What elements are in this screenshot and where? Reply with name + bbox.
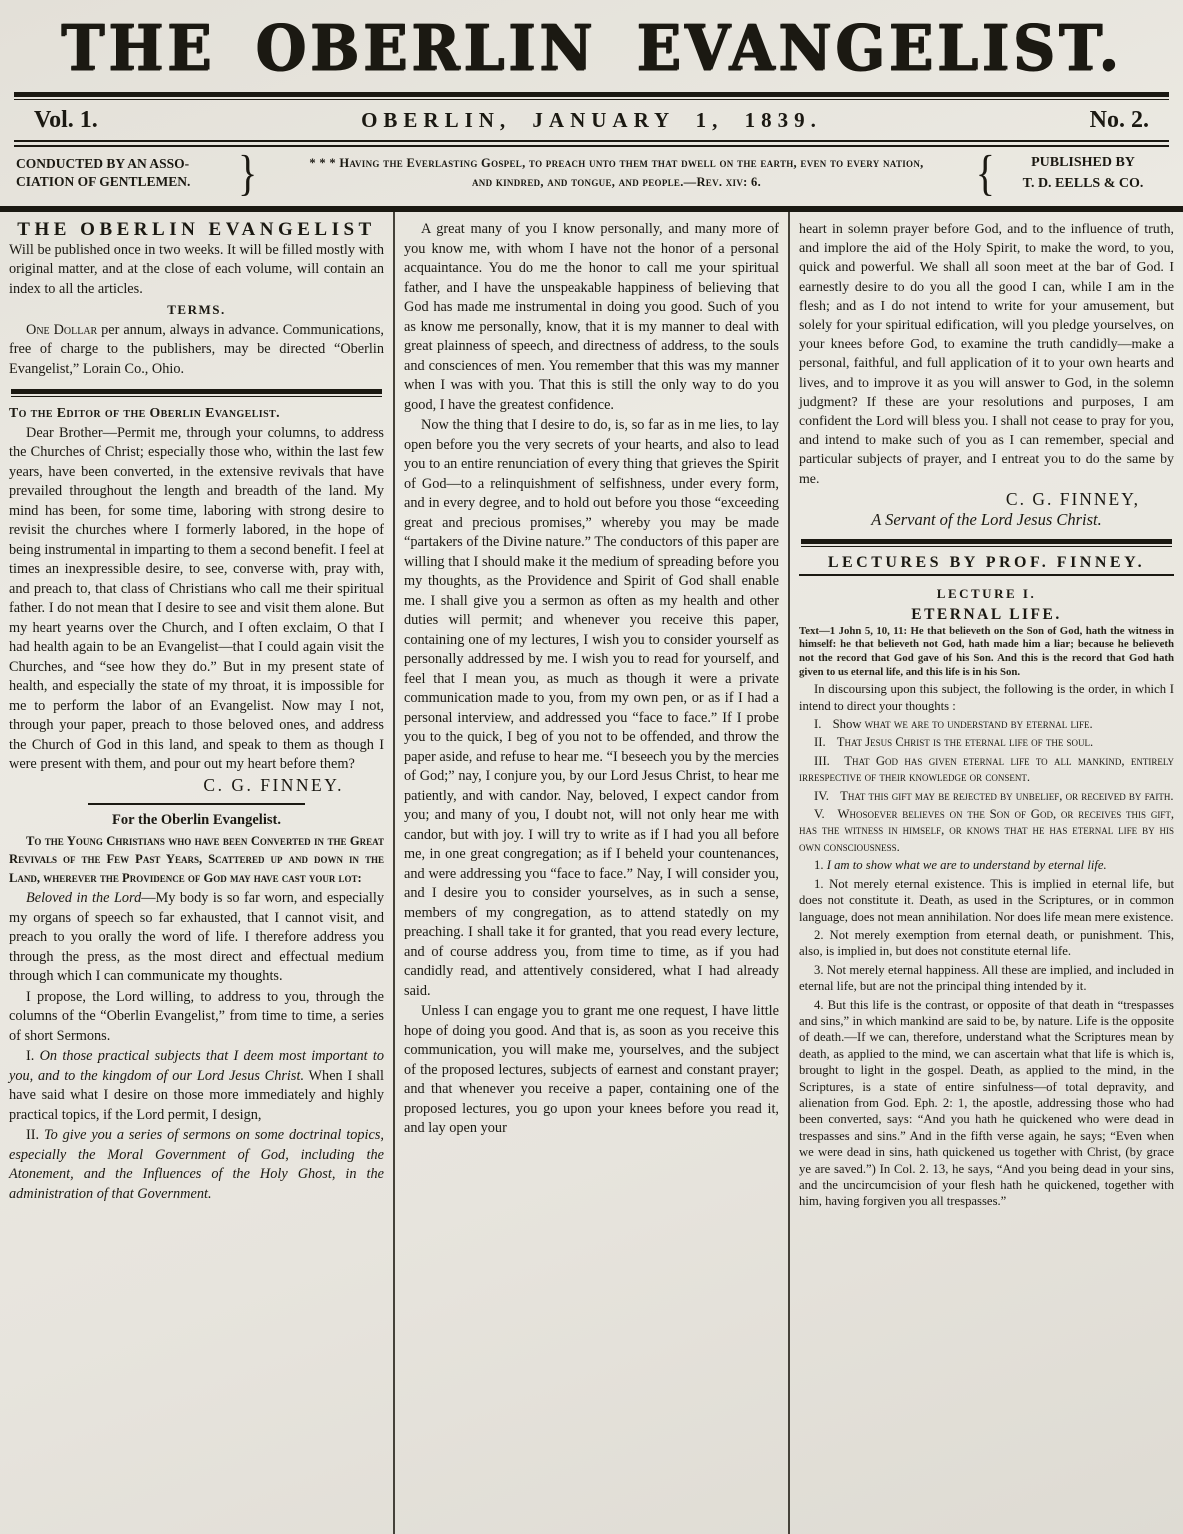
outline-2-numeral: II. bbox=[814, 735, 826, 750]
outline-2-text: That Jesus Christ is the eternal life of the soul. bbox=[836, 735, 1094, 750]
lecture-intro: In discoursing upon this subject, the following is the order, in which I intend to direct your thoughts : bbox=[799, 682, 1174, 713]
sermon-topic-1 bbox=[9, 1047, 384, 1125]
signature-role: A Servant of the Lord Jesus Christ. bbox=[871, 510, 1102, 530]
lecture-point-4: 4. But this life is the contrast, or opposite of that death in “trespasses and sins,” in which mankind are said to be, by nature. Life is the opposite of death.—If we can, therefore, understand what the Scriptures mean by death, as applied to the mind, we can ascertain what that life is which is, brought to light in the gospel. Death, as applied to the mind, in the Scriptures, is a state of entire sinfulness—of total depravity, and alienation from God. Eph. 2: 1, the apostle, addressing those who had been converted, says: “And you hath he quickened who were dead in trespasses and sins.” And in the fifth verse again, he says; “Even when we were dead in sins, hath quickened us together with Christ, (by grace ye are saved.”) In Col. 2. 13, he says, “And you being dead in your sins, and the uncircumcision of your flesh hath he quickened, together with him, having forgiven you all trespasses.” bbox=[799, 997, 1174, 1209]
lecture-point-2: 2. Not merely exemption from eternal death, or punishment. This, also, is implied in, but does not constitute eternal life. bbox=[799, 927, 1174, 959]
lecture-proposition bbox=[799, 857, 1174, 873]
section-divider bbox=[801, 539, 1172, 544]
lecture-number: LECTURE I. bbox=[936, 586, 1037, 602]
outline-item-1 bbox=[799, 716, 1174, 732]
column-2 bbox=[393, 212, 788, 1534]
prospectus-heading: THE OBERLIN EVANGELIST bbox=[17, 219, 376, 240]
dateline-rule bbox=[14, 140, 1169, 147]
outline-4-text: That this gift may be rejected by unbelief, or received by faith. bbox=[840, 788, 1174, 803]
lectures-section-header: LECTURES BY PROF. FINNEY. bbox=[827, 554, 1146, 572]
place-date-line: OBERLIN, JANUARY 1, 1839. bbox=[361, 108, 822, 132]
motto-line1: * * * Having the Everlasting Gospel, to preach unto them that dwell on the earth, even to every nation, bbox=[309, 156, 924, 171]
outline-4-numeral: IV. bbox=[814, 788, 829, 803]
dateline bbox=[0, 97, 1183, 140]
sermon-address: To the Young Christians who have been Converted in the Great Revivals of the Few Past Years, Scattered up and down in the Land, wherever the Providence of God may have cast your lot: bbox=[9, 833, 384, 886]
thin-rule bbox=[88, 803, 306, 805]
outline-3-numeral: III. bbox=[814, 753, 830, 768]
prospectus-body: Will be published once in two weeks. It will be filled mostly with original matter, and at the close of each volume, will contain an index to all the articles. bbox=[9, 241, 384, 297]
article-columns bbox=[0, 206, 1183, 1534]
publisher bbox=[999, 152, 1167, 194]
header-rule bbox=[799, 574, 1174, 576]
terms-lead: One Dollar bbox=[26, 321, 98, 338]
right-brace-glyph: { bbox=[975, 144, 995, 201]
column-3 bbox=[788, 212, 1183, 1534]
letter-paragraph: Unless I can engage you to grant me one request, I have little hope of doing you good. And that is, as soon as you receive this communication, you will make me, yourselves, and the subject of the proposed lectures, subjects of earnest and constant prayer; and that whenever you receive a paper, containing one of the proposed lectures, you go upon your knees before you read it, and lay open your bbox=[404, 1003, 779, 1136]
source-line: For the Oberlin Evangelist. bbox=[112, 812, 281, 828]
outline-item-5 bbox=[799, 806, 1174, 855]
outline-item-4 bbox=[799, 788, 1174, 804]
proposition-text: I am to show what we are to understand by eternal life. bbox=[826, 858, 1107, 873]
beloved-lead: Beloved in the Lord bbox=[26, 890, 142, 907]
sermon-topic-2 bbox=[9, 1126, 384, 1204]
letter-continuation: heart in solemn prayer before God, and to the influence of truth, and implore the aid of the Holy Spirit, to make the word, to you, quick and powerful. We shall all soon meet at the bar of God. I earnestly desire to do you all the good I can, while I am in the flesh; and as I do not intend to write for your amusement, but solely for your spiritual edification, will you pledge yourselves, on your knees before God, to examine the truth candidly—make a personal, faithful, and full application of it to your own hearts and lives, and to improve it as you will answer to God, in the solemn judgment? If these are your resolutions and purposes, I am confident the Lord will bless you. I shall not cease to pray for you, and intend to make such of you as I can remember, special and particular subjects of prayer, and I entreat you to do the same by me. bbox=[799, 222, 1174, 487]
lecture-title: ETERNAL LIFE. bbox=[911, 605, 1062, 623]
beloved-rest: —My body is so far worn, and especially my organs of speech so far exhausted, that I cannot visit, and preach to you orally the word of life. I therefore address you through the press, as the most direct and effectual medium through which I can communicate my thoughts. bbox=[9, 890, 384, 985]
letter-salutation: To the Editor of the Oberlin Evangelist. bbox=[9, 405, 280, 420]
imprint-row bbox=[0, 144, 1183, 201]
topic-1-numeral: I. bbox=[26, 1048, 35, 1065]
topic-1-rest: When I shall have said what I desire on those more immediately and highly practical topics, if the Lord permit, I design, bbox=[9, 1067, 384, 1123]
finney-signature: C. G. FINNEY, bbox=[1005, 488, 1140, 509]
topic-2-numeral: II. bbox=[26, 1127, 40, 1144]
masthead bbox=[0, 0, 1183, 85]
outline-item-3 bbox=[799, 753, 1174, 786]
topic-1-italic: On those practical subjects that I deem most important to you, and to the kingdom of our Lord Jesus Christ. bbox=[9, 1048, 384, 1084]
scripture-text: Text—1 John 5, 10, 11: He that believeth on the Son of God, hath the witness in himself: he that believeth not God, hath made him a liar; because he believeth not the record that God gave of his Son. And this is the record that God hath given to us eternal life, and this life is in his Son. bbox=[799, 624, 1174, 678]
motto-line2: and kindred, and tongue, and people.—Rev. xiv: 6. bbox=[472, 175, 761, 189]
conducted-by-line1: CONDUCTED BY AN ASSO- bbox=[16, 155, 190, 171]
terms-heading: TERMS. bbox=[167, 302, 226, 317]
letter-paragraph: Now the thing that I desire to do, is, so far as in me lies, to lay open before you the very secrets of your hearts, and also to lead you to an entire renunciation of every thing that grieves the Spirit of God—to a relinquishment of selfishness, under every form, and in every degree, and to hold out before you those “exceeding great and precious promises,” whereby you may be made “partakers of the Divine nature.” The conductors of this paper are willing that I should make it the medium of spreading before you my thoughts, as the Providence and Spirit of God shall enable me. I shall give you a sermon as often as my health and other duties will permit; and whenever you receive this paper, containing one of my lectures, I wish you to consider yourself as personally addressed by me. I wish you to read for yourself, and feel that I mean you, as much as though it were a private communication made to you, from my own pen, or as if I had a personal interview, and addressed you “face to face.” If I probe you to the quick, I beg of you not to be offended, and throw the paper aside, and refuse to hear me. “I beseech you by the mercies of God;” nay, I conjure you, by our Lord Jesus Christ, to hear me patiently, and with candor. Nay, beloved, I expect candor from you; and many of you, I doubt not, will not only hear me with candor, but with joy. I will try to write as if I had you all before me, in one great congregation; as if I beheld your countenances, and were addressing you “face to face.” Nay, I will consider you, and I desire you to consider yourselves, as in such a sense, members of my congregation, as to attend statedly on my preaching. I shall take it for granted, that you read every lecture, and of course address you, from time to time, as if you had candidly read, and attentively considered, what I had already said. bbox=[404, 417, 779, 999]
terms-body bbox=[9, 321, 384, 380]
outline-item-2 bbox=[799, 734, 1174, 750]
volume-label: Vol. 1. bbox=[34, 107, 98, 133]
sermon-paragraph-1 bbox=[9, 889, 384, 987]
outline-1-numeral: I. bbox=[814, 717, 822, 732]
letter-body: Dear Brother—Permit me, through your columns, to address the Churches of Christ; especially those who, within the last few years, have been converted, in the extensive revivals that have prevailed throughout the length and breadth of the land. My mind has been, for some time, laboring with strong desire to revisit the churches where I formerly labored, in the hope of being instrumental in imparting to them a second benefit. I feel at times an inexpressible desire, to see, converse with, pray with, and preach to, that class of Christians who call me their spiritual father. I do not mean that I desire to see and visit them alone. But my heart yearns over the Church, and I often exclaim, O that I had health again to be an Evangelist—that I could again visit the Churches, and “see how they do.” But in my present state of health, and especially the state of my throat, it is impossible for me to perform the labor of an Evangelist. Now may I not, through your paper, preach to those beloved ones, and address the Church of God in this land, and speak to them as though I were present with them, and pour out my heart before them? bbox=[9, 424, 384, 772]
lecture-point-1: 1. Not merely eternal existence. This is implied in eternal life, but does not constitute it. Death, as used in the Scriptures, or in common language, does not mean annihilation. Nor does life mean mere existence. bbox=[799, 876, 1174, 924]
outline-5-numeral: V. bbox=[814, 807, 825, 822]
sermon-paragraph-2: I propose, the Lord willing, to address to you, through the columns of the “Oberlin Evangelist,” from time to time, a series of short Sermons. bbox=[9, 988, 384, 1044]
conducted-by bbox=[16, 155, 234, 191]
outline-1-lead: Show bbox=[832, 717, 865, 732]
proposition-numeral: 1. bbox=[814, 858, 824, 873]
outline-5-text: Whosoever believes on the Son of God, or receives this gift, has the witness in himself, or knows that he has eternal life by his own consciousness. bbox=[799, 807, 1174, 854]
topic-2-italic: To give you a series of sermons on some doctrinal topics, especially the Moral Government of God, including the Atonement, and the Influences of the Holy Ghost, in the administration of that Government. bbox=[9, 1127, 385, 1202]
lecture-body bbox=[799, 625, 1174, 1210]
section-divider bbox=[11, 389, 382, 394]
outline-1-text: what we are to understand by eternal life. bbox=[864, 717, 1093, 732]
newspaper-title: THE OBERLIN EVANGELIST. bbox=[60, 11, 1123, 85]
publisher-line1: PUBLISHED BY bbox=[1031, 155, 1135, 170]
letter-signature: C. G. FINNEY. bbox=[203, 774, 344, 795]
issue-number: No. 2. bbox=[1089, 107, 1149, 133]
motto bbox=[261, 154, 972, 192]
outline-3-text: That God has given eternal life to all mankind, entirely irrespective of their knowledge or consent. bbox=[799, 753, 1175, 785]
column-1 bbox=[0, 212, 393, 1534]
conducted-by-line2: CIATION OF GENTLEMEN. bbox=[16, 174, 191, 189]
left-brace-glyph: } bbox=[238, 144, 258, 201]
terms-rest: per annum, always in advance. Communications, free of charge to the publishers, may be directed “Oberlin Evangelist,” Lorain Co., Ohio. bbox=[9, 321, 384, 377]
letter-paragraph: A great many of you I know personally, and many more of you know me, with whom I have not the honor of a personal acquaintance. You do me the honor to call me your spiritual father, and I have the unspeakable happiness of believing that God has made me instrumental in doing you good. Such of you as know me personally, know, that it is my manner to deal with great plainness of speech, and directness of address, to the souls and consciences of men. You remember that this was my manner when I was with you. That this is still the only way to do you good, I have the greatest confidence. bbox=[404, 221, 779, 413]
publisher-line2: T. D. EELLS & CO. bbox=[1022, 176, 1144, 191]
lecture-point-3: 3. Not merely eternal happiness. All these are implied, and included in eternal life, but are not the principal thing intended by it. bbox=[799, 962, 1174, 994]
